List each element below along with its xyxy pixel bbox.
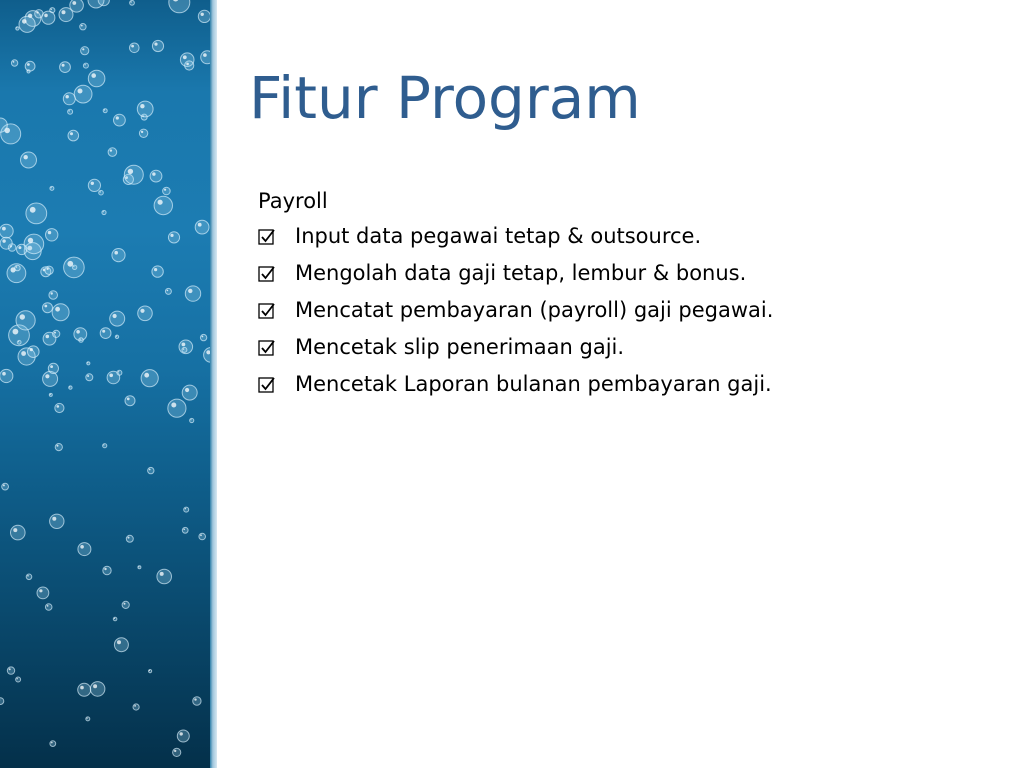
- list-item: [258, 329, 773, 366]
- list-item: [258, 292, 773, 329]
- checkbox-checked-icon: [258, 339, 276, 357]
- checkbox-checked-icon: [258, 302, 276, 320]
- list-item-text: Input data pegawai tetap & outsource.: [295, 224, 702, 248]
- slide-body: [258, 184, 773, 403]
- list-item-text: Mencetak Laporan bulanan pembayaran gaji.: [295, 372, 772, 396]
- side-divider: [210, 0, 217, 768]
- slide-title: Fitur Program: [249, 64, 641, 132]
- checkbox-checked-icon: [258, 376, 276, 394]
- list-item: [258, 255, 773, 292]
- list-item-text: Mencetak slip penerimaan gaji.: [295, 335, 625, 359]
- list-item-text: Mengolah data gaji tetap, lembur & bonus.: [295, 261, 747, 285]
- feature-list: [258, 218, 773, 403]
- checkbox-checked-icon: [258, 265, 276, 283]
- list-item: [258, 366, 773, 403]
- list-item-text: Mencatat pembayaran (payroll) gaji pegawai.: [295, 298, 774, 322]
- checkbox-checked-icon: [258, 228, 276, 246]
- section-subtitle: Payroll: [258, 189, 328, 213]
- water-bubbles-image: [0, 0, 213, 768]
- list-item: [258, 218, 773, 255]
